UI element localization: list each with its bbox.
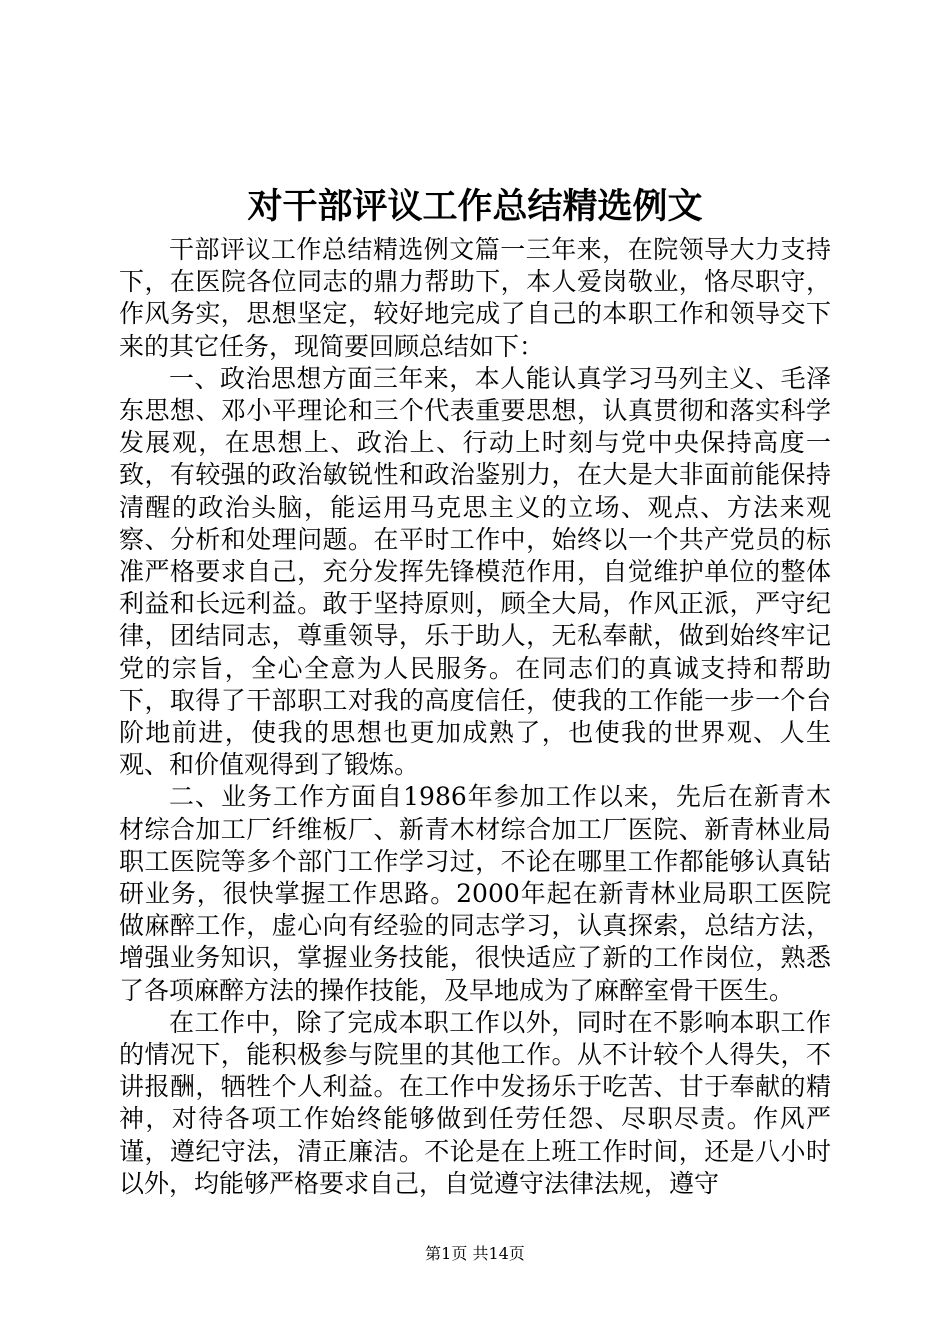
page-number: 第1页 共14页 [425, 1244, 525, 1263]
paragraph-work: 二、业务工作方面自1986年参加工作以来，先后在新青木材综合加工厂纤维板厂、新青木材综合加工厂医院、新青林业局职工医院等多个部门工作学习过，不论在哪里工作都能够认真钻研业务，很快掌握工作思路。2000年起在新青林业局职工医院做麻醉工作，虚心向有经验的同志学习，认真探索，总结方法，增强业务知识，掌握业务技能，很快适应了新的工作岗位，熟悉了各项麻醉方法的操作技能，及早地成为了麻醉室骨干医生。 [119, 782, 831, 1005]
document-title: 对干部评议工作总结精选例文 [247, 186, 703, 227]
document-body [119, 234, 831, 1200]
paragraph-intro: 干部评议工作总结精选例文篇一三年来，在院领导大力支持下，在医院各位同志的鼎力帮助下，本人爱岗敬业，恪尽职守，作风务实，思想坚定，较好地完成了自己的本职工作和领导交下来的其它任务，现简要回顾总结如下： [119, 235, 831, 361]
paragraph-other-duties: 在工作中，除了完成本职工作以外，同时在不影响本职工作的情况下，能积极参与院里的其他工作。从不计较个人得失，不讲报酬，牺牲个人利益。在工作中发扬乐于吃苦、甘于奉献的精神，对待各项工作始终能够做到任劳任怨、尽职尽责。作风严谨，遵纪守法，清正廉洁。不论是在上班工作时间，还是八小时以外，均能够严格要求自己，自觉遵守法律法规，遵守 [119, 1007, 831, 1198]
paragraph-political: 一、政治思想方面三年来，本人能认真学习马列主义、毛泽东思想、邓小平理论和三个代表重要思想，认真贯彻和落实科学发展观，在思想上、政治上、行动上时刻与党中央保持高度一致，有较强的政治敏锐性和政治鉴别力，在大是大非面前能保持清醒的政治头脑，能运用马克思主义的立场、观点、方法来观察、分析和处理问题。在平时工作中，始终以一个共产党员的标准严格要求自己，充分发挥先锋模范作用，自觉维护单位的整体利益和长远利益。敢于坚持原则，顾全大局，作风正派，严守纪律，团结同志，尊重领导，乐于助人，无私奉献，做到始终牢记党的宗旨，全心全意为人民服务。在同志们的真诚支持和帮助下，取得了干部职工对我的高度信任，使我的工作能一步一个台阶地前进，使我的思想也更加成熟了，也使我的世界观、人生观、和价值观得到了锻炼。 [119, 363, 831, 780]
